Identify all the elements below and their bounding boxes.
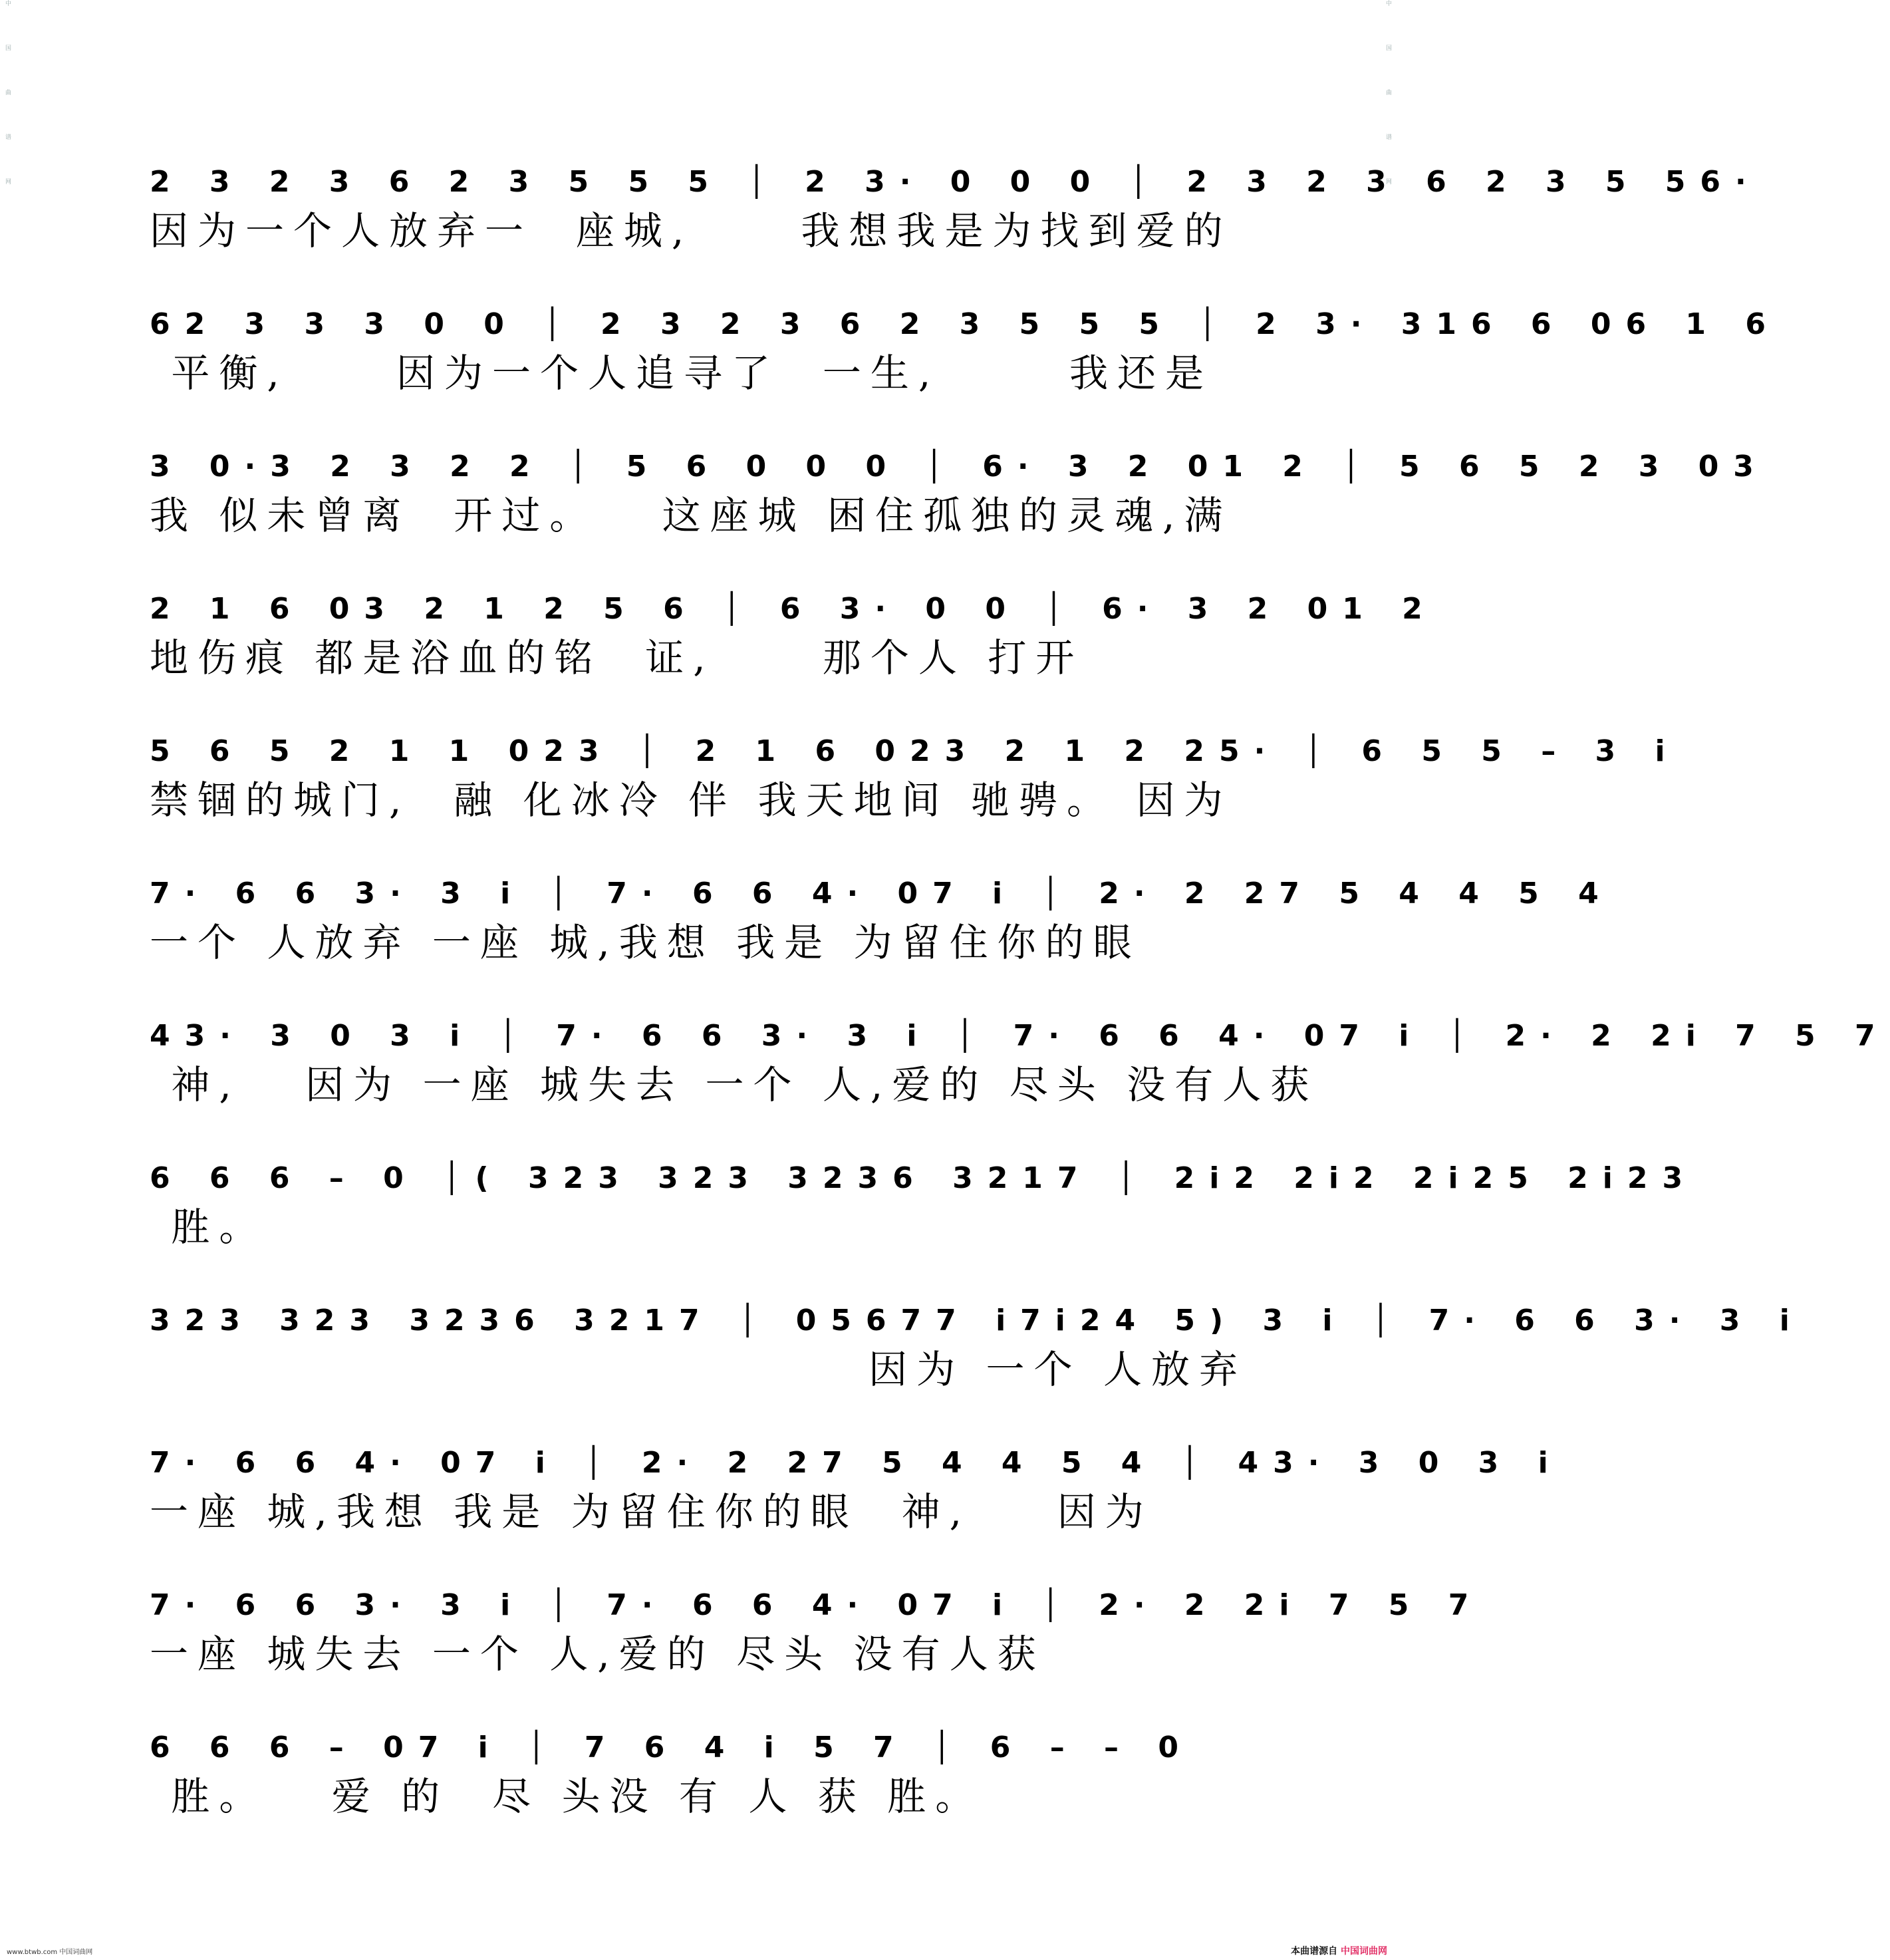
- lyric-line: 一座 城,我想 我是 为留住你的眼 神, 因为: [150, 1489, 1153, 1534]
- notation-line: 2 3 2 3 6 2 3 5 5 5 │ 2 3· 0 0 0 │ 2 3 2 3 6 2 3 5 56·: [150, 165, 1761, 199]
- notation-line: 3 0·3 2 3 2 2 │ 5 6 0 0 0 │ 6· 3 2 01 2 │ 5 6 5 2 3 03: [150, 450, 1768, 484]
- footer-site-link[interactable]: www.btwb.com 中国词曲网: [7, 1949, 93, 1956]
- score-system: [150, 148, 1761, 290]
- right-watermark-strip: 中国曲谱网: [1385, 0, 1391, 223]
- lyric-line: 因为 一个 人放弃: [869, 1347, 1247, 1392]
- notation-line: 6 6 6 – 0 │( 323 323 3236 3217 │ 2i2 2i2 2i25 2i23: [150, 1161, 1698, 1195]
- notation-line: 2 1 6 03 2 1 2 5 6 │ 6 3· 0 0 │ 6· 3 2 01 2: [150, 592, 1437, 626]
- notation-line: 62 3 3 3 0 0 │ 2 3 2 3 6 2 3 5 5 5 │ 2 3· 316 6 06 1 6: [150, 307, 1780, 341]
- lyric-line: 因为一个人放弃一 座城, 我想我是为找到爱的: [150, 208, 1232, 253]
- score-system: [150, 717, 1680, 859]
- score-system: [150, 1571, 1484, 1713]
- score-system: [150, 575, 1437, 717]
- lyric-line: 平衡, 因为一个人追寻了 一生, 我还是: [150, 350, 1213, 396]
- lyric-line: 胜。 爱 的 尽 头没 有 人 获 胜。: [150, 1774, 984, 1819]
- lyric-line: 胜。: [150, 1204, 267, 1250]
- footer-source-site[interactable]: 中国词曲网: [1341, 1946, 1387, 1957]
- lyric-line: 神, 因为 一座 城失去 一个 人,爱的 尽头 没有人获: [150, 1062, 1319, 1107]
- score-system: [150, 1144, 1698, 1286]
- lyric-line: 一个 人放弃 一座 城,我想 我是 为留住你的眼: [150, 920, 1141, 965]
- lyric-line: 我 似未曾离 开过。 这座城 困住孤独的灵魂,满: [150, 493, 1232, 538]
- left-watermark-strip: 中国曲谱网: [4, 0, 11, 223]
- notation-line: 323 323 3236 3217 │ 05677 i7i24 5) 3 i │ 7· 6 6 3· 3 i: [150, 1304, 1804, 1337]
- lyric-line: 禁锢的城门, 融 化冰冷 伴 我天地间 驰骋。 因为: [150, 777, 1232, 823]
- notation-line: 7· 6 6 3· 3 i │ 7· 6 6 4· 07 i │ 2· 2 2i 7 5 7: [150, 1588, 1484, 1622]
- score-system: [150, 1713, 1247, 1856]
- score-system: [150, 1286, 1804, 1429]
- score-system: [150, 290, 1780, 432]
- footer-source-label: 本曲谱源自: [1291, 1946, 1338, 1957]
- lyric-line: 一座 城失去 一个 人,爱的 尽头 没有人获: [150, 1631, 1045, 1677]
- score-system: [150, 859, 1613, 1002]
- notation-line: 6 6 6 – 07 i │ 7 6 4 i 5 7 │ 6 – – 0: [150, 1731, 1193, 1764]
- score-system: [150, 1002, 1890, 1144]
- score-sheet: [150, 148, 1890, 1856]
- footer-source: [1291, 1944, 1387, 1957]
- notation-line: 7· 6 6 4· 07 i │ 2· 2 27 5 4 4 5 4 │ 43· 3 0 3 i: [150, 1446, 1563, 1480]
- score-system: [150, 1429, 1563, 1571]
- score-system: [150, 432, 1768, 575]
- notation-line: 43· 3 0 3 i │ 7· 6 6 3· 3 i │ 7· 6 6 4· 07 i │ 2· 2 2i 7 5 7: [150, 1019, 1890, 1053]
- notation-line: 7· 6 6 3· 3 i │ 7· 6 6 4· 07 i │ 2· 2 27 5 4 4 5 4: [150, 877, 1613, 910]
- notation-line: 5 6 5 2 1 1 023 │ 2 1 6 023 2 1 2 25· │ 6 5 5 – 3 i: [150, 734, 1680, 768]
- lyric-line: 地伤痕 都是浴血的铭 证, 那个人 打开: [150, 635, 1084, 680]
